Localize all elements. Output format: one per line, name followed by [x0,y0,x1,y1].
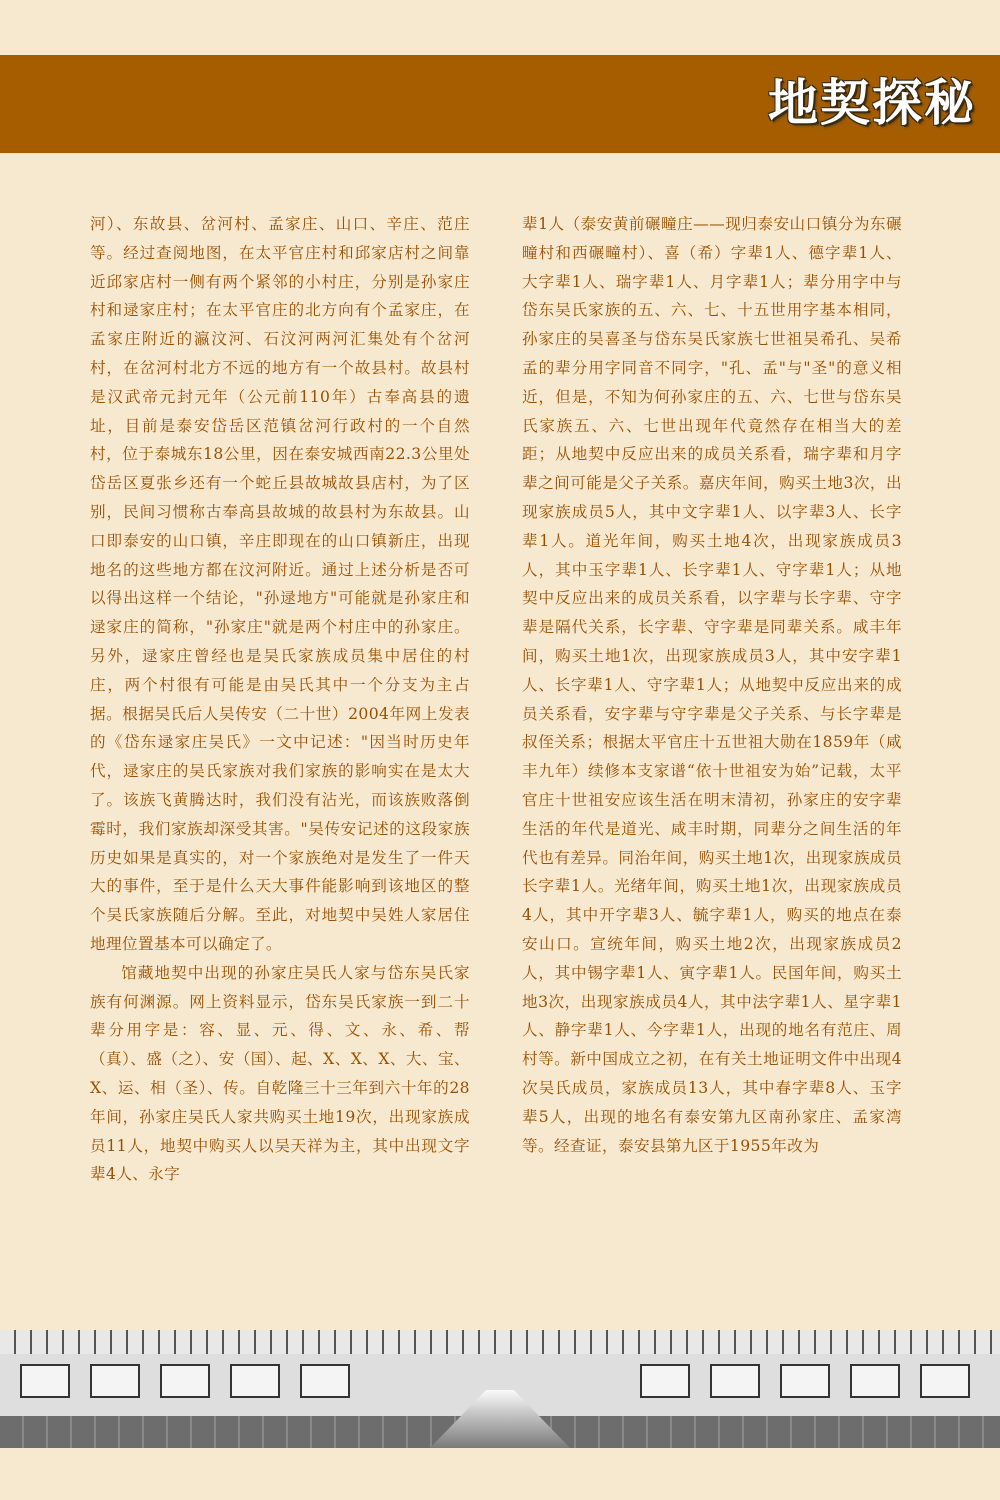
display-frame [640,1364,690,1398]
left-column [90,210,470,1189]
display-frame [160,1364,210,1398]
display-frame [230,1364,280,1398]
paragraph: 辈1人（泰安黄前碾疃庄——现归泰安山口镇分为东碾疃村和西碾疃村）、喜（希）字辈1人、德字辈1人、大字辈1人、瑞字辈1人、月字辈1人；辈分用字中与岱东吴氏家族的五、六、七、十五世用字基本相同，孙家庄的吴喜圣与岱东吴氏家族七世祖吴希孔、吴希孟的辈分用字同音不同字，"孔、孟"与"圣"的意义相近，但是，不知为何孙家庄的五、六、七世与岱东吴氏家族五、六、七世出现年代竟然存在相当大的差距；从地契中反应出来的成员关系看，瑞字辈和月字辈之间可能是父子关系。嘉庆年间，购买土地3次，出现家族成员5人，其中文字辈1人、以字辈3人、长字辈1人。道光年间，购买土地4次，出现家族成员3人，其中玉字辈1人、长字辈1人、守字辈1人；从地契中反应出来的成员关系看，以字辈与长字辈、守字辈是隔代关系，长字辈、守字辈是同辈关系。咸丰年间，购买土地1次，出现家族成员3人，其中安字辈1人、长字辈1人、守字辈1人；从地契中反应出来的成员关系看，安字辈与守字辈是父子关系、与长字辈是叔侄关系；根据太平官庄十五世祖大勋在1859年（咸丰九年）续修本支家谱“依十世祖安为始”记载，太平官庄十世祖安应该生活在明末清初，孙家庄的安字辈生活的年代是道光、咸丰时期，同辈分之间生活的年代也有差异。同治年间，购买土地1次，出现家族成员长字辈1人。光绪年间，购买土地1次，出现家族成员4人，其中开字辈3人、毓字辈1人，购买的地点在泰安山口。宣统年间，购买土地2次，出现家族成员2人，其中锡字辈1人、寅字辈1人。民国年间，购买土地3次，出现家族成员4人，其中法字辈1人、星字辈1人、静字辈1人、今字辈1人，出现的地名有范庄、周村等。新中国成立之初，在有关土地证明文件中出现4次吴氏成员，家族成员13人，其中春字辈8人、玉字辈5人，出现的地名有泰安第九区南孙家庄、孟家湾等。经查证，泰安县第九区于1955年改为 [522,215,902,1155]
display-frame [850,1364,900,1398]
header-band [0,55,1000,153]
ceiling-detail [0,1330,1000,1354]
display-frame [90,1364,140,1398]
display-frame [20,1364,70,1398]
display-frame [710,1364,760,1398]
display-frame [780,1364,830,1398]
paragraph: 馆藏地契中出现的孙家庄吴氏人家与岱东吴氏家族有何渊源。网上资料显示，岱东吴氏家族一到二十辈分用字是：容、显、元、得、文、永、希、帮（真）、盛（之）、安（国）、起、X、X、X、大、宝、X、运、相（圣）、传。自乾隆三十三年到六十年的28年间，孙家庄吴氏人家共购买土地19次，出现家族成员11人，地契中购买人以吴天祥为主，其中出现文字辈4人、永字 [90,963,470,1184]
display-frame [920,1364,970,1398]
right-column [522,210,902,1160]
exhibition-hall-photo [0,1330,1000,1448]
section-title: 地契探秘 [768,74,976,132]
paragraph: 河）、东故县、岔河村、孟家庄、山口、辛庄、范庄等。经过查阅地图，在太平官庄村和邱家店村之间靠近邱家店村一侧有两个紧邻的小村庄，分别是孙家庄村和逯家庄村；在太平官庄的北方向有个孟家庄，在孟家庄附近的瀛汶河、石汶河两河汇集处有个岔河村，在岔河村北方不远的地方有一个故县村。故县村是汉武帝元封元年（公元前110年）古奉高县的遗址，目前是泰安岱岳区范镇岔河行政村的一个自然村，位于泰城东18公里，因在泰安城西南22.3公里处岱岳区夏张乡还有一个蛇丘县故城故县店村，为了区别，民间习惯称古奉高县故城的故县村为东故县。山口即泰安的山口镇，辛庄即现在的山口镇新庄，出现地名的这些地方都在汶河附近。通过上述分析是否可以得出这样一个结论，"孙逯地方"可能就是孙家庄和逯家庄的简称，"孙家庄"就是两个村庄中的孙家庄。另外，逯家庄曾经也是吴氏家族成员集中居住的村庄，两个村很有可能是由吴氏其中一个分支为主占据。根据吴氏后人吴传安（二十世）2004年网上发表的《岱东逯家庄吴氏》一文中记述："因当时历史年代，逯家庄的吴氏家族对我们家族的影响实在是太大了。该族飞黄腾达时，我们没有沾光，而该族败落倒霉时，我们家族却深受其害。"吴传安记述的这段家族历史如果是真实的，对一个家族绝对是发生了一件天大的事件，至于是什么天大事件能影响到该地区的整个吴氏家族随后分解。至此，对地契中吴姓人家居住地理位置基本可以确定了。 [90,215,470,953]
display-frame [300,1364,350,1398]
